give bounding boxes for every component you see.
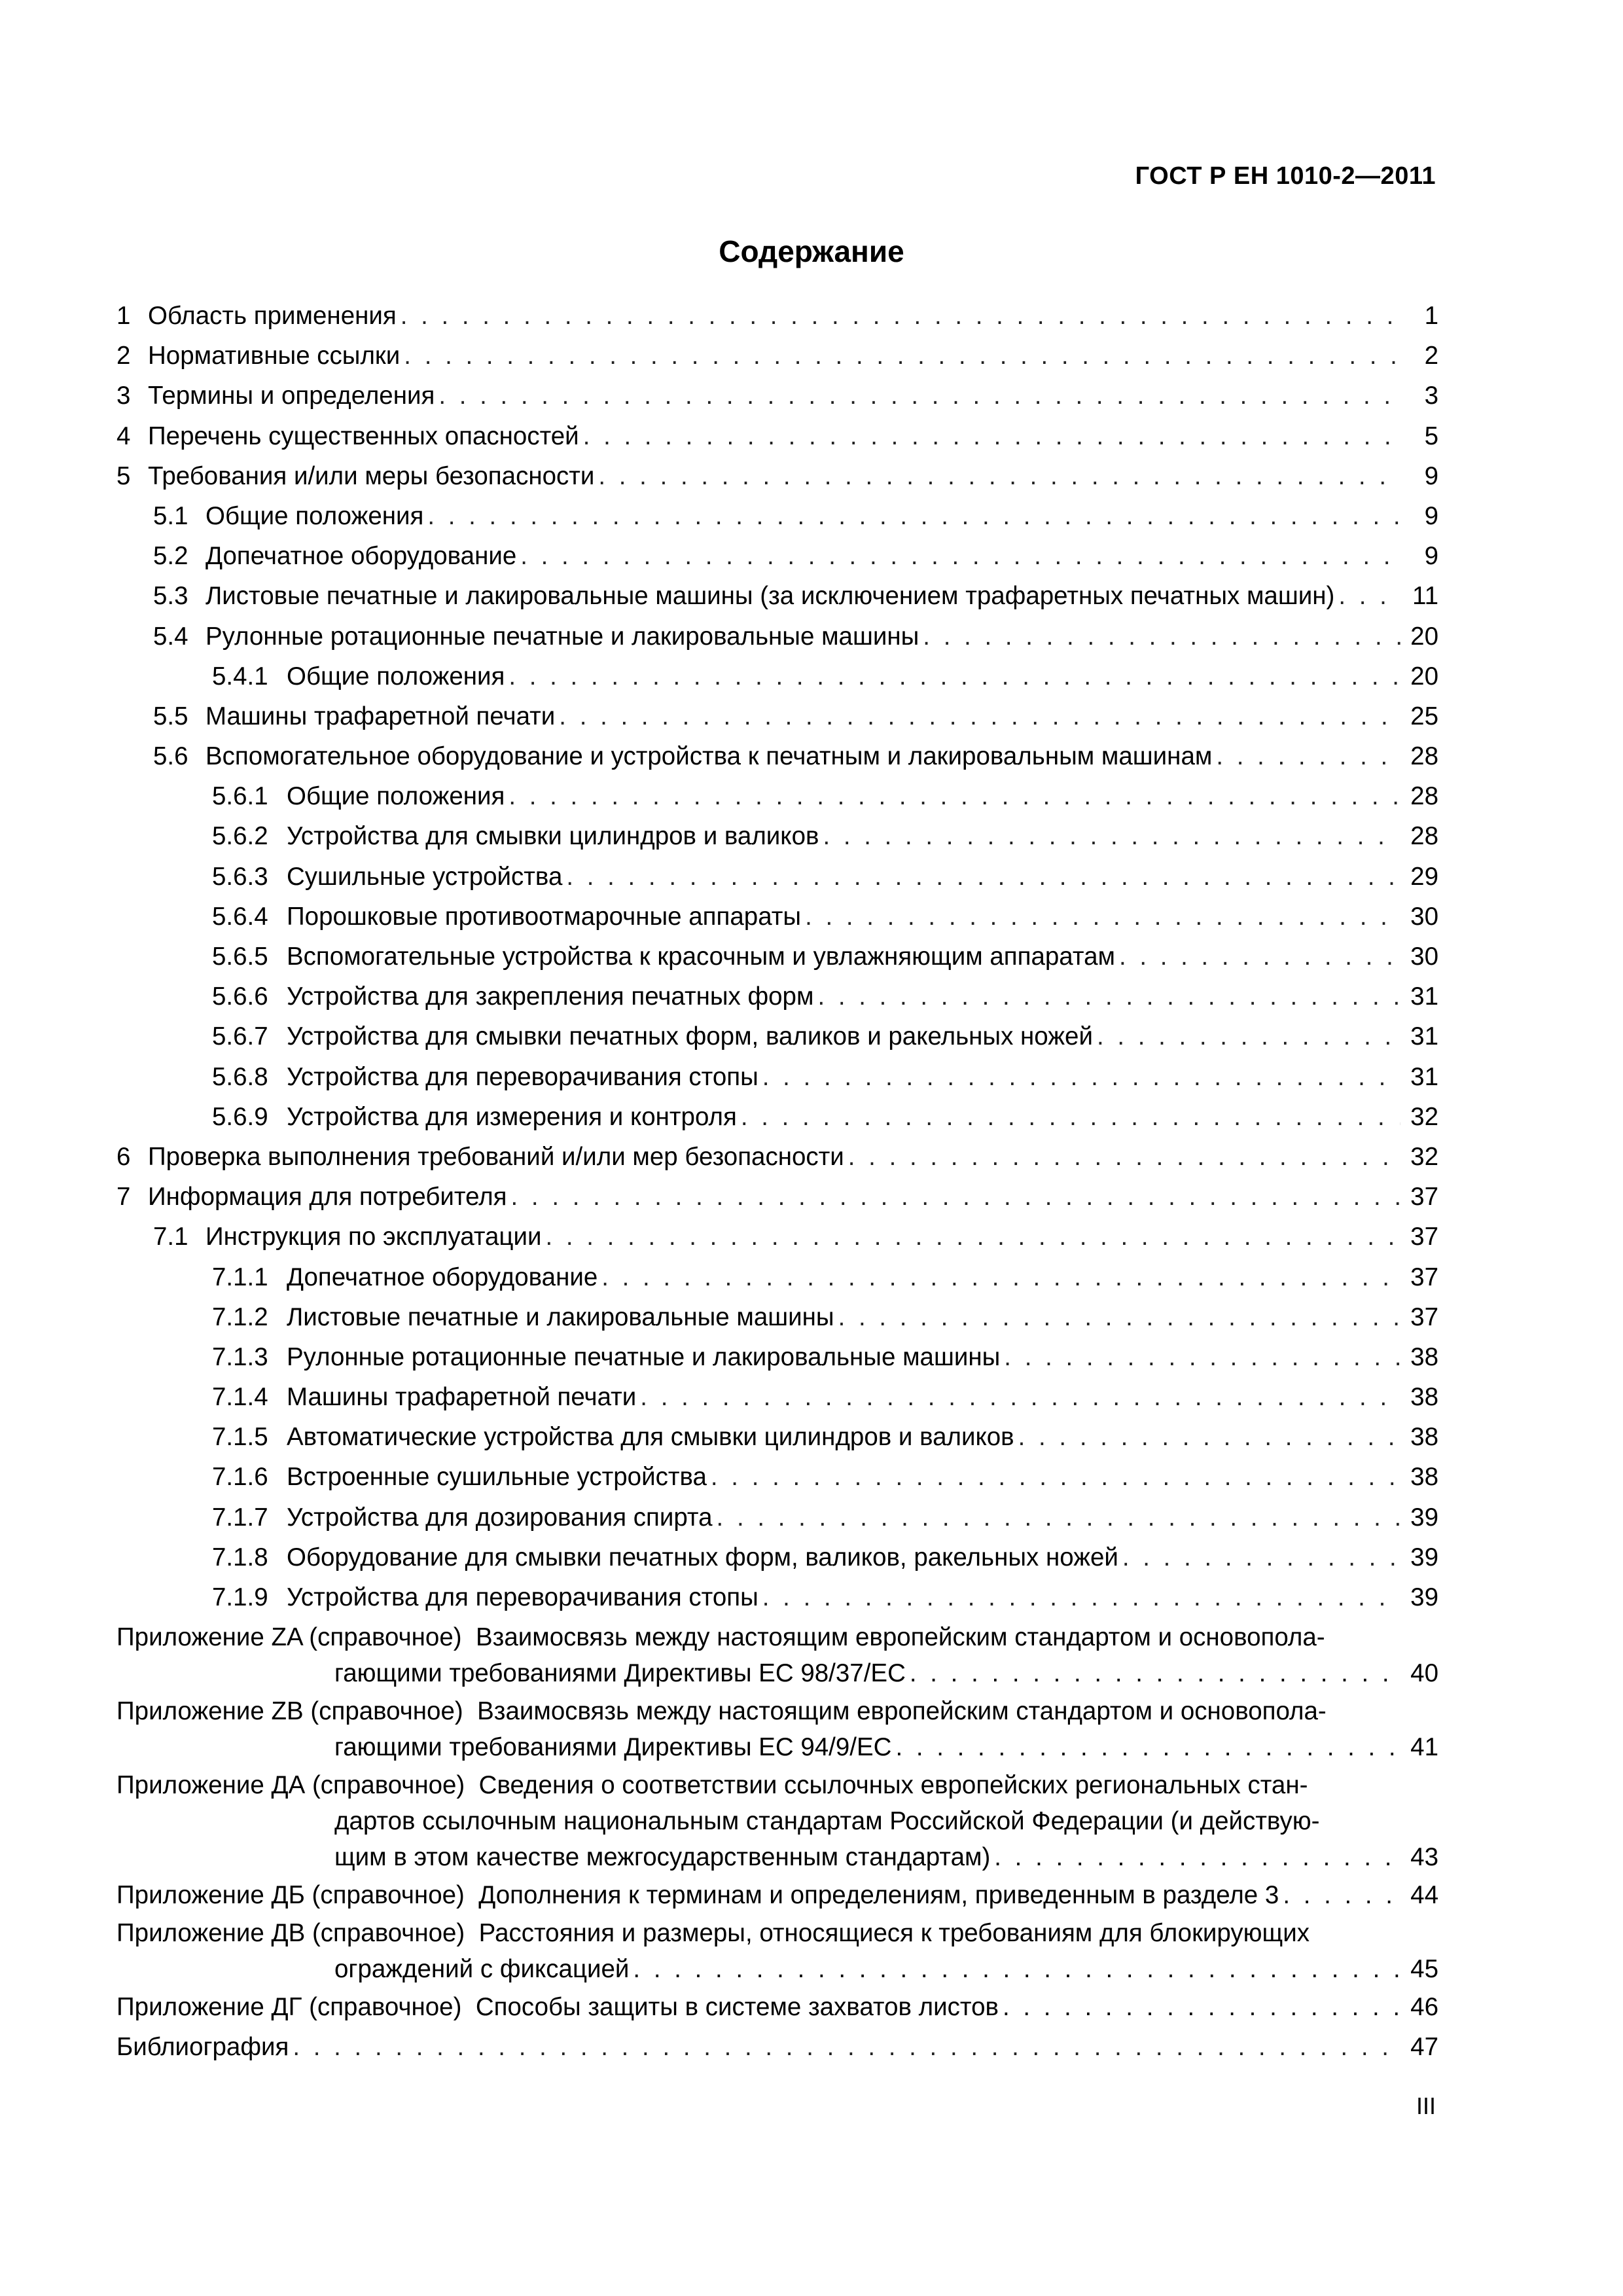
leader-dots: [762, 1577, 1400, 1617]
toc-entry-text: Устройства для измерения и контроля: [287, 1102, 737, 1131]
toc-entry[interactable]: [116, 416, 1438, 456]
toc-entry-text: Область применения: [148, 302, 397, 330]
appendix-title-text: Расстояния и размеры, относящиеся к требованиям для блокирующих: [478, 1919, 1310, 1948]
toc-entry-text: Устройства для смывки печатных форм, валиков и ракельных ножей: [287, 1022, 1093, 1051]
toc-entry[interactable]: [116, 1537, 1438, 1577]
toc-appendix-entry[interactable]: [116, 1877, 1438, 1913]
toc-entry-number: 3: [116, 382, 131, 410]
leader-dots: [1004, 1337, 1400, 1377]
appendix-title-text: гающими требованиями Директивы ЕС 98/37/ЕС: [334, 1659, 906, 1688]
leader-dots: [546, 1217, 1401, 1257]
toc-entry-number: 5.6.2: [212, 822, 268, 851]
toc-entry-text: Листовые печатные и лакировальные машины (за исключением трафаретных печатных машин): [205, 582, 1335, 611]
leader-dots: [1338, 576, 1400, 616]
toc-entry-text: Общие положения: [287, 662, 505, 691]
leader-dots: [741, 1097, 1400, 1137]
toc-entry-text: Машины трафаретной печати: [287, 1383, 637, 1412]
appendix-heading: Приложение ДА (справочное): [116, 1771, 465, 1800]
spacer: [465, 1915, 478, 1951]
toc-entry-page: 37: [1410, 1183, 1438, 1211]
toc-entry-number: 5.6: [153, 742, 188, 771]
appendix-line: [116, 1877, 1438, 1913]
appendix-title-text: Способы защиты в системе захватов листов: [475, 1993, 999, 2022]
toc-entry[interactable]: [116, 816, 1438, 856]
spacer: [463, 1693, 477, 1729]
appendix-line: [116, 1989, 1438, 2025]
toc-entry-text: Проверка выполнения требований и/или мер безопасности: [148, 1142, 844, 1171]
toc-entry-page: 30: [1410, 942, 1438, 971]
toc-entry-text: Общие положения: [287, 782, 505, 811]
toc-entry-page: 11: [1412, 582, 1438, 611]
appendix-line: [116, 1693, 1438, 1729]
leader-dots: [823, 816, 1400, 856]
leader-dots: [508, 776, 1400, 816]
toc-entry-page: 3: [1424, 382, 1438, 410]
leader-dots: [633, 1951, 1400, 1987]
toc-entry-text: Машины трафаретной печати: [205, 702, 556, 730]
toc-entry-page: 32: [1410, 1102, 1438, 1131]
leader-dots: [1003, 1989, 1400, 2025]
leader-dots: [598, 456, 1400, 496]
leader-dots: [805, 897, 1400, 937]
toc-entry-page: 31: [1410, 982, 1438, 1011]
leader-dots: [923, 617, 1400, 656]
toc-entry-number: 7.1.2: [212, 1302, 268, 1331]
toc-entry[interactable]: [116, 296, 1438, 336]
toc-appendix-entry[interactable]: [116, 1693, 1438, 1765]
toc-entry[interactable]: [116, 1457, 1438, 1497]
toc-entry-page: 29: [1410, 862, 1438, 891]
toc-entry-number: 4: [116, 422, 131, 450]
leader-dots: [1283, 1877, 1400, 1913]
standard-designation: ГОСТ Р ЕН 1010-2—2011: [1135, 162, 1436, 190]
leader-dots: [520, 536, 1400, 576]
toc-entry-text: Рулонные ротационные печатные и лакировальные машины: [287, 1342, 1001, 1371]
toc-entry-text: Оборудование для смывки печатных форм, валиков, ракельных ножей: [287, 1543, 1118, 1571]
appendix-title-text: дартов ссылочным национальным стандартам Российской Федерации (и действую-: [334, 1807, 1320, 1836]
toc-entry-number: 5.1: [153, 501, 188, 530]
leader-dots: [640, 1377, 1400, 1417]
toc-entry-page: 32: [1410, 1142, 1438, 1171]
leader-dots: [583, 416, 1400, 456]
toc-entry-text: Информация для потребителя: [148, 1183, 507, 1211]
toc-appendix-entry[interactable]: [116, 1915, 1438, 1987]
toc-entry-number: 5.2: [153, 542, 188, 571]
appendix-title-text: Взаимосвязь между настоящим европейским стандартом и основопола-: [477, 1697, 1327, 1726]
toc-entry-page: 28: [1410, 822, 1438, 851]
toc-entry-number: 5.6.1: [212, 782, 268, 811]
toc-entry-page: 41: [1410, 1733, 1438, 1762]
toc-entry-text: Нормативные ссылки: [148, 342, 401, 370]
toc-entry[interactable]: [116, 1417, 1438, 1457]
appendix-line: [116, 1915, 1438, 1951]
toc-entry-page: 43: [1410, 1843, 1438, 1872]
toc-entry-text: Вспомогательные устройства к красочным и увлажняющим аппаратам: [287, 942, 1115, 971]
toc-entry-number: 5: [116, 461, 131, 490]
toc-entry-text: Термины и определения: [148, 382, 435, 410]
spacer: [465, 1877, 478, 1913]
toc-entry-page: 2: [1424, 342, 1438, 370]
toc-entry[interactable]: [116, 1297, 1438, 1337]
toc-entry-text: Допечатное оборудование: [205, 542, 517, 571]
toc-entry-number: 5.5: [153, 702, 188, 730]
toc-entry-text: Встроенные сушильные устройства: [287, 1463, 707, 1492]
toc-entry-page: 20: [1410, 622, 1438, 651]
toc-entry[interactable]: [116, 536, 1438, 576]
appendix-line: [116, 1951, 1438, 1987]
toc-entry[interactable]: [116, 617, 1438, 656]
toc-entry[interactable]: [116, 1217, 1438, 1257]
toc-entry[interactable]: [116, 776, 1438, 816]
appendix-heading: Приложение ZB (справочное): [116, 1697, 463, 1726]
leader-dots: [1097, 1016, 1400, 1056]
toc-entry[interactable]: [116, 576, 1438, 616]
toc-entry[interactable]: [116, 656, 1438, 696]
toc-entry-page: 28: [1410, 742, 1438, 771]
toc-entry-page: 39: [1410, 1503, 1438, 1532]
toc-entry-number: 5.6.3: [212, 862, 268, 891]
table-of-contents: [116, 296, 1438, 2067]
page-number: III: [1416, 2092, 1436, 2119]
leader-dots: [838, 1297, 1400, 1337]
leader-dots: [438, 376, 1400, 416]
appendix-heading: Приложение ZA (справочное): [116, 1623, 462, 1652]
toc-entry[interactable]: [116, 1057, 1438, 1097]
leader-dots: [848, 1137, 1400, 1177]
toc-entry-text: Библиография: [116, 2033, 289, 2062]
toc-entry[interactable]: [116, 1577, 1438, 1617]
toc-entry-number: 7.1.8: [212, 1543, 268, 1571]
toc-entry-text: Устройства для закрепления печатных форм: [287, 982, 814, 1011]
toc-entry-page: 9: [1424, 501, 1438, 530]
toc-entry[interactable]: [116, 1177, 1438, 1217]
appendix-line: [116, 1729, 1438, 1765]
toc-entry-page: 25: [1410, 702, 1438, 730]
leader-dots: [1119, 937, 1400, 977]
leader-dots: [427, 496, 1400, 536]
toc-entry-text: Общие положения: [205, 501, 424, 530]
toc-entry-number: 7.1.1: [212, 1263, 268, 1291]
leader-dots: [895, 1729, 1400, 1765]
toc-entry[interactable]: [116, 376, 1438, 416]
toc-entry[interactable]: [116, 1097, 1438, 1137]
toc-entry-page: 39: [1410, 1543, 1438, 1571]
toc-entry-text: Сушильные устройства: [287, 862, 563, 891]
toc-entry-page: 47: [1410, 2033, 1438, 2062]
leader-dots: [508, 656, 1400, 696]
toc-entry-number: 5.6.8: [212, 1062, 268, 1091]
toc-entry-number: 7.1.7: [212, 1503, 268, 1532]
toc-entry-text: Листовые печатные и лакировальные машины: [287, 1302, 834, 1331]
toc-entry-page: 37: [1410, 1302, 1438, 1331]
appendix-heading: Приложение ДГ (справочное): [116, 1993, 462, 2022]
spacer: [462, 1619, 476, 1655]
toc-entry[interactable]: [116, 1337, 1438, 1377]
toc-entry-bibliography[interactable]: [116, 2027, 1438, 2067]
appendix-title-text: Взаимосвязь между настоящим европейским стандартом и основопола-: [475, 1623, 1325, 1652]
toc-entry-page: 37: [1410, 1223, 1438, 1251]
appendix-line: [116, 1767, 1438, 1803]
toc-entry-text: Устройства для переворачивания стопы: [287, 1062, 758, 1091]
leader-dots: [566, 857, 1400, 897]
toc-entry-text: Инструкция по эксплуатации: [205, 1223, 542, 1251]
toc-entry[interactable]: [116, 496, 1438, 536]
leader-dots: [717, 1498, 1400, 1537]
toc-entry-page: 1: [1424, 302, 1438, 330]
toc-entry-page: 28: [1410, 782, 1438, 811]
toc-entry[interactable]: [116, 977, 1438, 1016]
toc-entry[interactable]: [116, 897, 1438, 937]
leader-dots: [1216, 736, 1400, 776]
toc-entry-text: Допечатное оборудование: [287, 1263, 598, 1291]
leader-dots: [559, 696, 1400, 736]
toc-entry-number: 5.4: [153, 622, 188, 651]
toc-entry[interactable]: [116, 1377, 1438, 1417]
toc-entry-number: 5.6.7: [212, 1022, 268, 1051]
leader-dots: [1122, 1537, 1400, 1577]
appendix-title-text: Дополнения к терминам и определениям, приведенным в разделе 3: [478, 1881, 1279, 1910]
appendix-heading: Приложение ДВ (справочное): [116, 1919, 465, 1948]
toc-entry-number: 7.1.6: [212, 1463, 268, 1492]
toc-entry-number: 5.6.5: [212, 942, 268, 971]
toc-entry-number: 5.3: [153, 582, 188, 611]
leader-dots: [762, 1057, 1400, 1097]
appendix-line: [116, 1839, 1438, 1875]
toc-entry-number: 7.1.9: [212, 1583, 268, 1611]
leader-dots: [404, 336, 1400, 376]
toc-entry-page: 30: [1410, 902, 1438, 931]
leader-dots: [511, 1177, 1400, 1217]
leader-dots: [994, 1839, 1400, 1875]
leader-dots: [817, 977, 1400, 1016]
toc-entry-number: 7.1: [153, 1223, 188, 1251]
appendix-line: [116, 1619, 1438, 1655]
toc-entry-text: Устройства для переворачивания стопы: [287, 1583, 758, 1611]
toc-entry-page: 38: [1410, 1463, 1438, 1492]
appendix-title-text: ограждений с фиксацией: [334, 1955, 630, 1984]
toc-entry[interactable]: [116, 696, 1438, 736]
toc-entry-number: 5.6.4: [212, 902, 268, 931]
toc-entry-text: Перечень существенных опасностей: [148, 422, 579, 450]
toc-entry-page: 46: [1410, 1993, 1438, 2022]
appendix-heading: Приложение ДБ (справочное): [116, 1881, 465, 1910]
toc-entry-number: 5.6.6: [212, 982, 268, 1011]
leader-dots: [293, 2027, 1400, 2067]
toc-entry-page: 38: [1410, 1383, 1438, 1412]
toc-entry-page: 9: [1424, 542, 1438, 571]
toc-entry-text: Вспомогательное оборудование и устройства к печатным и лакировальным машинам: [205, 742, 1213, 771]
appendix-line: [116, 1655, 1438, 1691]
toc-entry-number: 6: [116, 1142, 131, 1171]
page-title: Содержание: [719, 234, 904, 268]
toc-entry[interactable]: [116, 1016, 1438, 1056]
toc-entry-page: 20: [1410, 662, 1438, 691]
toc-entry[interactable]: [116, 857, 1438, 897]
toc-entry-number: 1: [116, 302, 131, 330]
appendix-title-text: щим в этом качестве межгосударственным стандартам): [334, 1843, 991, 1872]
toc-entry-page: 5: [1424, 422, 1438, 450]
toc-entry-page: 37: [1410, 1263, 1438, 1291]
toc-entry-number: 7.1.4: [212, 1383, 268, 1412]
toc-entry[interactable]: [116, 1137, 1438, 1177]
toc-entry[interactable]: [116, 736, 1438, 776]
appendix-title-text: гающими требованиями Директивы ЕС 94/9/ЕС: [334, 1733, 892, 1762]
toc-entry-number: 7.1.3: [212, 1342, 268, 1371]
leader-dots: [401, 296, 1400, 336]
toc-entry-number: 5.6.9: [212, 1102, 268, 1131]
toc-entry-text: Устройства для смывки цилиндров и валиков: [287, 822, 819, 851]
toc-entry-number: 7.1.5: [212, 1423, 268, 1452]
leader-dots: [910, 1655, 1400, 1691]
toc-entry-page: 38: [1410, 1423, 1438, 1452]
toc-appendix-entry[interactable]: [116, 1989, 1438, 2025]
leader-dots: [1018, 1417, 1400, 1457]
leader-dots: [601, 1257, 1400, 1297]
toc-entry-number: 7: [116, 1183, 131, 1211]
toc-entry-page: 31: [1410, 1022, 1438, 1051]
appendix-line: [116, 1803, 1438, 1839]
toc-entry-page: 38: [1410, 1342, 1438, 1371]
toc-entry-page: 44: [1410, 1881, 1438, 1910]
toc-appendix-entry[interactable]: [116, 1767, 1438, 1875]
toc-entry[interactable]: [116, 1257, 1438, 1297]
toc-entry-page: 31: [1410, 1062, 1438, 1091]
toc-entry-text: Автоматические устройства для смывки цилиндров и валиков: [287, 1423, 1014, 1452]
toc-entry-number: 5.4.1: [212, 662, 268, 691]
toc-entry[interactable]: [116, 456, 1438, 496]
toc-entry-text: Требования и/или меры безопасности: [148, 461, 595, 490]
toc-entry[interactable]: [116, 336, 1438, 376]
toc-entry-number: 2: [116, 342, 131, 370]
appendix-title-text: Сведения о соответствии ссылочных европейских региональных стан-: [478, 1771, 1308, 1800]
toc-entry-page: 9: [1424, 461, 1438, 490]
toc-entry-text: Рулонные ротационные печатные и лакировальные машины: [205, 622, 919, 651]
toc-entry-text: Порошковые противоотмарочные аппараты: [287, 902, 802, 931]
toc-entry-text: Устройства для дозирования спирта: [287, 1503, 713, 1532]
toc-entry-page: 40: [1410, 1659, 1438, 1688]
toc-entry-page: 39: [1410, 1583, 1438, 1611]
toc-appendix-entry[interactable]: [116, 1619, 1438, 1691]
spacer: [465, 1767, 478, 1803]
spacer: [461, 1989, 475, 2025]
leader-dots: [711, 1457, 1400, 1497]
toc-entry[interactable]: [116, 937, 1438, 977]
toc-entry[interactable]: [116, 1498, 1438, 1537]
toc-entry-page: 45: [1410, 1955, 1438, 1984]
